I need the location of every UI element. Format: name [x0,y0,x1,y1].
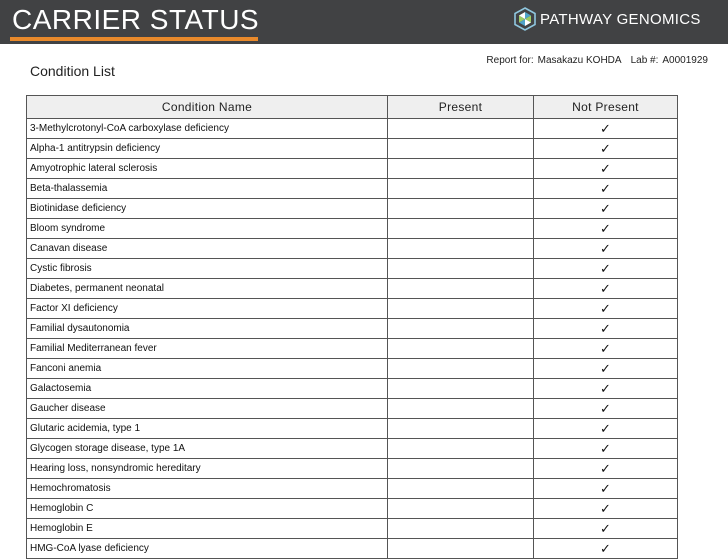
not-present-cell: ✓ [534,379,678,399]
table-row [27,199,678,219]
table-row [27,499,678,519]
not-present-cell: ✓ [534,459,678,479]
not-present-cell: ✓ [534,439,678,459]
table-row [27,219,678,239]
condition-name-cell: Fanconi anemia [27,359,388,379]
condition-name-cell: Hearing loss, nonsyndromic hereditary [27,459,388,479]
table-row [27,299,678,319]
not-present-cell: ✓ [534,239,678,259]
report-info [482,55,708,66]
not-present-cell: ✓ [534,219,678,239]
present-cell [388,159,534,179]
not-present-cell: ✓ [534,299,678,319]
present-cell [388,199,534,219]
patient-name: Masakazu KOHDA [537,55,622,66]
present-cell [388,499,534,519]
column-header-condition-name: Condition Name [27,96,388,119]
pathway-genomics-logo-icon [514,7,536,31]
table-header-row [27,96,678,119]
present-cell [388,299,534,319]
condition-name-cell: Bloom syndrome [27,219,388,239]
table-row [27,459,678,479]
brand-name: PATHWAY GENOMICS [540,10,701,28]
not-present-cell: ✓ [534,179,678,199]
not-present-cell: ✓ [534,539,678,559]
header-bar [0,0,728,44]
not-present-cell: ✓ [534,479,678,499]
present-cell [388,399,534,419]
present-cell [388,239,534,259]
table-row [27,439,678,459]
present-cell [388,179,534,199]
table-row [27,539,678,559]
condition-name-cell: HMG-CoA lyase deficiency [27,539,388,559]
condition-name-cell: Familial dysautonomia [27,319,388,339]
condition-name-cell: Hemochromatosis [27,479,388,499]
table-row [27,419,678,439]
not-present-cell: ✓ [534,419,678,439]
table-row [27,359,678,379]
table-row [27,179,678,199]
section-title: Condition List [30,63,115,79]
not-present-cell: ✓ [534,319,678,339]
not-present-cell: ✓ [534,499,678,519]
condition-name-cell: Glutaric acidemia, type 1 [27,419,388,439]
not-present-cell: ✓ [534,359,678,379]
present-cell [388,439,534,459]
not-present-cell: ✓ [534,119,678,139]
condition-name-cell: Amyotrophic lateral sclerosis [27,159,388,179]
table-row [27,159,678,179]
condition-name-cell: 3-Methylcrotonyl-CoA carboxylase deficiency [27,119,388,139]
condition-name-cell: Beta-thalassemia [27,179,388,199]
not-present-cell: ✓ [534,279,678,299]
not-present-cell: ✓ [534,199,678,219]
condition-table [26,95,678,559]
column-header-not-present: Not Present [534,96,678,119]
present-cell [388,459,534,479]
condition-name-cell: Cystic fibrosis [27,259,388,279]
table-row [27,479,678,499]
condition-name-cell: Biotinidase deficiency [27,199,388,219]
not-present-cell: ✓ [534,159,678,179]
not-present-cell: ✓ [534,139,678,159]
title-underline [10,37,258,41]
page-title: CARRIER STATUS [12,4,260,35]
brand-logo [514,6,701,32]
present-cell [388,119,534,139]
not-present-cell: ✓ [534,399,678,419]
table-row [27,379,678,399]
present-cell [388,359,534,379]
condition-name-cell: Factor XI deficiency [27,299,388,319]
table-row [27,399,678,419]
column-header-present: Present [388,96,534,119]
condition-name-cell: Gaucher disease [27,399,388,419]
table-row [27,279,678,299]
not-present-cell: ✓ [534,339,678,359]
present-cell [388,279,534,299]
present-cell [388,339,534,359]
present-cell [388,259,534,279]
condition-name-cell: Alpha-1 antitrypsin deficiency [27,139,388,159]
condition-name-cell: Galactosemia [27,379,388,399]
condition-name-cell: Canavan disease [27,239,388,259]
table-row [27,139,678,159]
table-row [27,119,678,139]
not-present-cell: ✓ [534,519,678,539]
table-row [27,239,678,259]
present-cell [388,319,534,339]
table-row [27,319,678,339]
present-cell [388,539,534,559]
present-cell [388,519,534,539]
present-cell [388,139,534,159]
condition-table-container [26,95,677,559]
table-row [27,519,678,539]
present-cell [388,479,534,499]
present-cell [388,219,534,239]
condition-name-cell: Diabetes, permanent neonatal [27,279,388,299]
condition-name-cell: Hemoglobin C [27,499,388,519]
table-row [27,259,678,279]
present-cell [388,379,534,399]
lab-number: A0001929 [662,55,708,66]
condition-name-cell: Glycogen storage disease, type 1A [27,439,388,459]
condition-name-cell: Familial Mediterranean fever [27,339,388,359]
report-for-label: Report for: [486,55,534,66]
present-cell [388,419,534,439]
lab-label: Lab #: [630,55,659,66]
table-row [27,339,678,359]
condition-name-cell: Hemoglobin E [27,519,388,539]
not-present-cell: ✓ [534,259,678,279]
